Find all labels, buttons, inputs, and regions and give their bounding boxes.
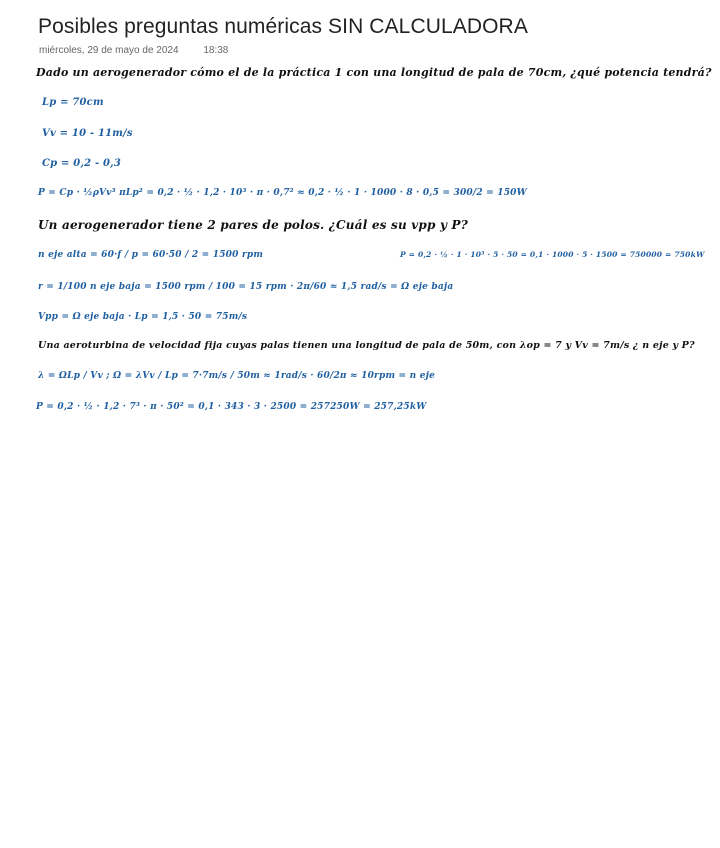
answer-lp: Lp = 70cm xyxy=(42,97,104,108)
answer-power-2: P = 0,2 · ½ · 1 · 10³ · 5 · 50 = 0,1 · 1000 · 5 · 1500 = 750000 = 750kW xyxy=(400,250,705,259)
answer-vpp: Vpp = Ω eje baja · Lp = 1,5 · 50 = 75m/s xyxy=(38,312,248,322)
answer-ratio: r = 1/100 n eje baja = 1500 rpm / 100 = 15 rpm · 2π/60 ≈ 1,5 rad/s = Ω eje baja xyxy=(38,282,454,292)
note-time: 18:38 xyxy=(203,45,229,56)
question-1: Dado un aerogenerador cómo el de la práctica 1 con una longitud de pala de 70cm, ¿qué potencia tendrá? xyxy=(36,66,712,79)
question-2: Un aerogenerador tiene 2 pares de polos. ¿Cuál es su vpp y P? xyxy=(38,218,468,232)
page-title: Posibles preguntas numéricas SIN CALCULADORA xyxy=(38,15,528,38)
answer-power-3: P = 0,2 · ½ · 1,2 · 7³ · π · 50² = 0,1 · 343 · 3 · 2500 = 257250W = 257,25kW xyxy=(36,402,427,412)
answer-lambda: λ = ΩLp / Vv ; Ω = λVv / Lp = 7·7m/s / 50m ≈ 1rad/s · 60/2π ≈ 10rpm = n eje xyxy=(38,371,435,381)
note-timestamp xyxy=(39,45,228,56)
answer-cp: Cp = 0,2 - 0,3 xyxy=(42,158,122,169)
answer-power-1: P = Cp · ½ρVv³ πLp² = 0,2 · ½ · 1,2 · 10³ · π · 0,7² ≈ 0,2 · ½ · 1 · 1000 · 8 · 0,5 = 300/2 = 150W xyxy=(38,188,527,198)
note-date: miércoles, 29 de mayo de 2024 xyxy=(39,45,179,56)
answer-n-eje: n eje alta = 60·f / p = 60·50 / 2 = 1500 rpm xyxy=(38,250,264,260)
question-3: Una aeroturbina de velocidad fija cuyas palas tienen una longitud de pala de 50m, con λop = 7 y Vv = 7m/s ¿ n eje y P? xyxy=(38,340,695,351)
answer-vv: Vv = 10 - 11m/s xyxy=(42,128,133,139)
